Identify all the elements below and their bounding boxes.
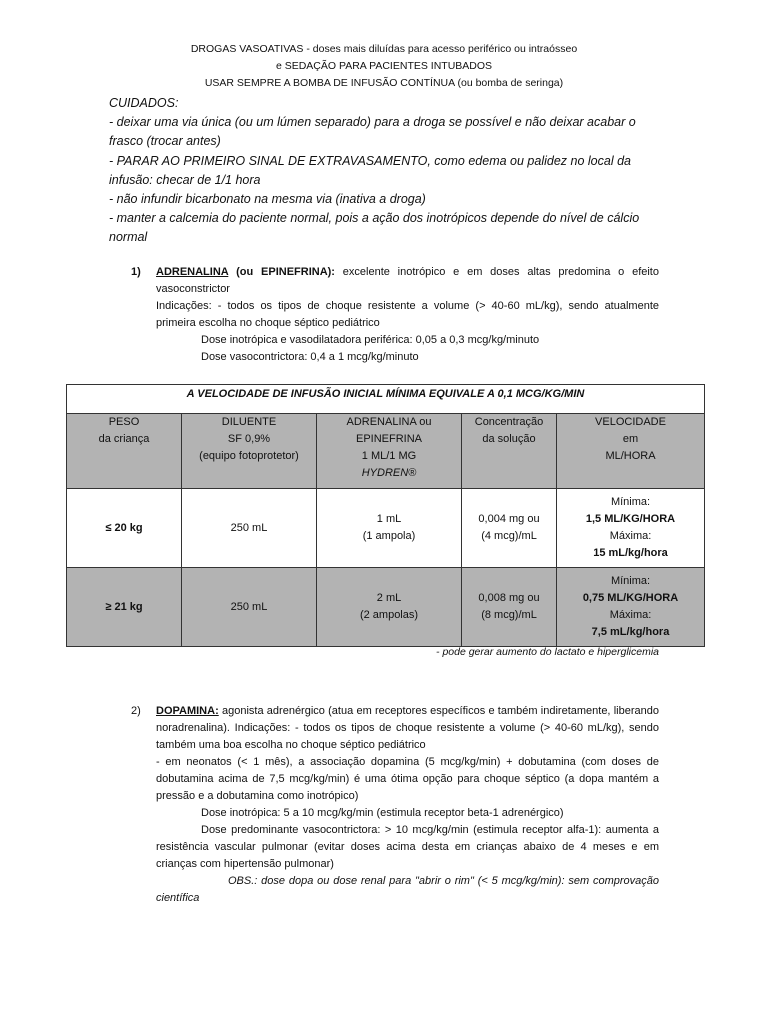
cell-peso: ≥ 21 kg (67, 568, 182, 647)
cell-peso: ≤ 20 kg (67, 489, 182, 568)
section-adrenalina (131, 264, 659, 366)
drug-description: agonista adrenérgico (atua em receptores específicos e também indiretamente, liberando noradrenalina). Indicações: - todos os tipos de choque resistente a volume (> 40-60 mL/kg), sendo também uma boa escolha no choque séptico pediátrico (156, 705, 659, 751)
section-intro (156, 703, 659, 754)
drug-name: DOPAMINA: (156, 705, 219, 717)
header-velocidade: VELOCIDADE em ML/HORA (557, 414, 705, 489)
drug-name: ADRENALINA (156, 266, 229, 278)
header-subtitle: e SEDAÇÃO PARA PACIENTES INTUBADOS (275, 60, 493, 72)
dose-vasocontrictora: Dose predominante vasocontrictora: > 10 mcg/kg/min (estimula receptor alfa-1): aumenta a resistência vascular pulmonar (evitar doses acima desta em crianças abaixo de 4 meses e em crianças com hipertensão pulmonar) (156, 824, 659, 870)
indicacoes-text: Indicações: - todos os tipos de choque resistente a volume (> 40-60 mL/kg), sendo atualmente primeira escolha no choque séptico pediátrico (156, 300, 659, 329)
cell-adrenalina: 1 mL (1 ampola) (317, 489, 462, 568)
cuidados-item: - PARAR AO PRIMEIRO SINAL DE EXTRAVASAMENTO, como edema ou palidez no local da infusão: checar de 1/1 hora (109, 153, 631, 187)
cuidados-block (109, 94, 659, 248)
cell-diluente: 250 mL (182, 568, 317, 647)
obs-text: OBS.: dose dopa ou dose renal para "abrir o rim" (< 5 mcg/kg/min): sem comprovação científica (156, 875, 659, 904)
drug-alt-name: (ou EPINEFRINA): (228, 266, 335, 278)
section-number: 1) (131, 266, 141, 278)
drug-description: excelente inotrópico e em doses altas predomina o efeito vasoconstrictor (156, 266, 659, 295)
table-row (67, 489, 705, 568)
section-number: 2) (131, 705, 141, 717)
infusion-table (66, 384, 705, 647)
cell-concentracao: 0,004 mg ou (4 mcg)/mL (462, 489, 557, 568)
cuidados-item: - manter a calcemia do paciente normal, pois a ação dos inotrópicos depende do nível de cálcio normal (109, 211, 640, 245)
header-instruction: USAR SEMPRE A BOMBA DE INFUSÃO CONTÍNUA (ou bomba de seringa) (204, 77, 564, 89)
dose-inotropica: Dose inotrópica e vasodilatadora periférica: 0,05 a 0,3 mcg/kg/minuto (201, 334, 540, 346)
cell-velocidade: Mínima: 0,75 ML/KG/HORA Máxima: 7,5 mL/kg/hora (557, 568, 705, 647)
document-header (0, 41, 768, 92)
header-title: DROGAS VASOATIVAS - doses mais diluídas para acesso periférico ou intraósseo (190, 43, 578, 55)
cuidados-item: - deixar uma via única (ou um lúmen separado) para a droga se possível e não deixar acabar o frasco (trocar antes) (109, 115, 636, 149)
table-title: A VELOCIDADE DE INFUSÃO INICIAL MÍNIMA EQUIVALE A 0,1 MCG/KG/MIN (67, 385, 705, 414)
table-header-row (67, 414, 705, 489)
dose-inotropica: Dose inotrópica: 5 a 10 mcg/kg/min (estimula receptor beta-1 adrenérgico) (201, 807, 564, 819)
cell-adrenalina: 2 mL (2 ampolas) (317, 568, 462, 647)
table-note: - pode gerar aumento do lactato e hiperglicemia (436, 646, 659, 658)
header-concentracao: Concentração da solução (462, 414, 557, 489)
cuidados-item: - não infundir bicarbonato na mesma via (inativa a droga) (109, 192, 426, 207)
header-adrenalina: ADRENALINA ou EPINEFRINA 1 ML/1 MG HYDREN® (317, 414, 462, 489)
dose-vasocontrictora: Dose vasocontrictora: 0,4 a 1 mcg/kg/minuto (201, 351, 419, 363)
neonatos-text: - em neonatos (< 1 mês), a associação dopamina (5 mcg/kg/min) + dobutamina (com doses de dobutamina acima de 7,5 mcg/kg/min) é uma ótima opção para choque séptico (a dopa mantém a pressão e a dobutamina como inotrópico) (156, 756, 659, 802)
cell-concentracao: 0,008 mg ou (8 mcg)/mL (462, 568, 557, 647)
header-diluente: DILUENTE SF 0,9% (equipo fotoprotetor) (182, 414, 317, 489)
cell-velocidade: Mínima: 1,5 ML/KG/HORA Máxima: 15 mL/kg/hora (557, 489, 705, 568)
section-dopamina (131, 703, 659, 907)
table-row (67, 568, 705, 647)
section-intro (156, 264, 659, 298)
cell-diluente: 250 mL (182, 489, 317, 568)
cuidados-title: CUIDADOS: (109, 96, 179, 110)
header-peso: PESO da criança (67, 414, 182, 489)
